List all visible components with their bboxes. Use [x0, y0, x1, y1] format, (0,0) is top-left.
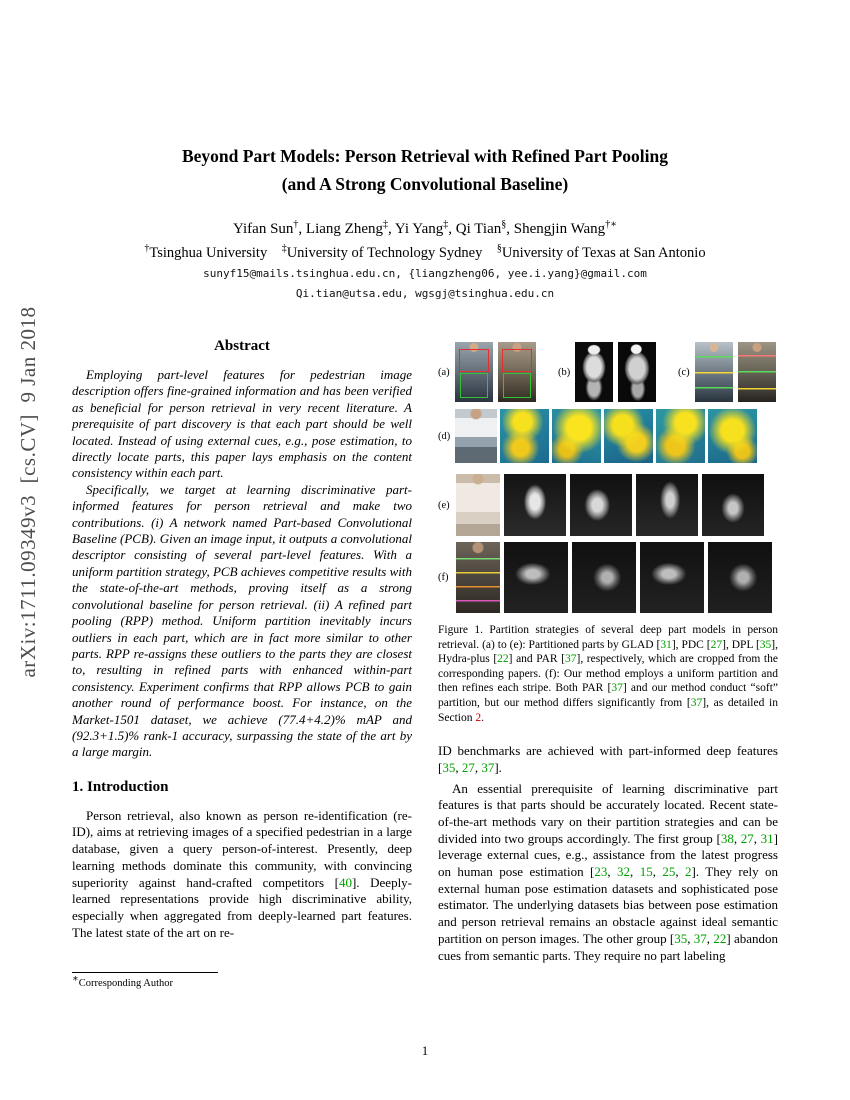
- citation-link[interactable]: 40: [338, 874, 352, 890]
- citation-link[interactable]: 2: [685, 864, 692, 880]
- right-paragraph-2: An essential prerequisite of learning discriminative part features is that parts should be accurately located. Recent state-of-the-art methods vary on their partition strategies and can be divided into two groups accordingly. The first group [38, 27, 31] leverage external cues, e.g., assistance from the latest progress on human pose estimation [23, 32, 15, 25, 2]. They rely on external human pose estimation datasets and sophisticated pose estimator. The underlying datasets bias between pose estimation and person retrieval remains an obstacle against ideal semantic partition on person images. The other group [35, 37, 22] abandon cues from semantic parts. They require no part labeling: [438, 780, 779, 963]
- citation-link[interactable]: 32: [617, 864, 631, 880]
- footnote-rule: [72, 972, 218, 973]
- figure-image-person-e: [456, 474, 500, 536]
- citation-link[interactable]: 25: [662, 864, 676, 880]
- figure-label-c: (c): [678, 366, 690, 378]
- citation-link[interactable]: 22: [713, 930, 727, 946]
- figure-row-d: [438, 409, 778, 463]
- author-list: Yifan Sun†, Liang Zheng‡, Yi Yang‡, Qi Tian§, Shengjin Wang†∗: [233, 219, 617, 237]
- figure-label-a: (a): [438, 366, 450, 378]
- figure-group-b: [558, 342, 658, 402]
- red-part-box: [459, 349, 489, 372]
- citation-link[interactable]: 27: [461, 759, 475, 775]
- citation-link[interactable]: 31: [760, 830, 774, 846]
- corresponding-author-footnote: ∗Corresponding Author: [72, 973, 173, 989]
- section-heading-introduction: 1. Introduction: [72, 778, 169, 795]
- affiliations: †Tsinghua University ‡University of Technology Sydney §University of Texas at San Antonio: [144, 243, 706, 261]
- figure-image-glad-2: [498, 342, 536, 402]
- figure-stripe-map-3: [640, 542, 704, 613]
- figure-stripe-map-1: [504, 542, 568, 613]
- figure-group-a: [438, 342, 538, 402]
- figure-row-abc: [438, 342, 778, 402]
- right-paragraph-1: ID benchmarks are achieved with part-informed deep features [35, 27, 37].: [438, 743, 778, 775]
- figure-stripe-map-4: [708, 542, 772, 613]
- red-part-box: [502, 349, 532, 372]
- paper-title-line1: Beyond Part Models: Person Retrieval with Refined Part Pooling: [181, 146, 669, 166]
- figure-heatmap-3: [604, 409, 653, 463]
- citation-link[interactable]: 15: [639, 864, 653, 880]
- figure-attention-map-4: [702, 474, 764, 536]
- paper-title: [0, 142, 850, 198]
- left-column: [72, 338, 412, 941]
- section-ref-link[interactable]: 2: [475, 711, 482, 724]
- figure-group-c: [678, 342, 778, 402]
- figure-heatmap-1: [500, 409, 549, 463]
- email-line-2: Qi.tian@utsa.edu, wgsgj@tsinghua.edu.cn: [295, 287, 555, 300]
- figure-image-glad-1: [455, 342, 493, 402]
- figure-heatmap-5: [708, 409, 757, 463]
- figure-attention-map-1: [504, 474, 566, 536]
- figure-heatmap-4: [656, 409, 705, 463]
- citation-link[interactable]: 31: [660, 638, 672, 651]
- arxiv-stamp: arXiv:1711.09349v3 [cs.CV] 9 Jan 2018: [16, 306, 40, 678]
- figure-label-e: (e): [438, 499, 450, 511]
- email-line-1: sunyf15@mails.tsinghua.edu.cn, {liangzheng06, yee.i.yang}@gmail.com: [203, 267, 647, 280]
- citation-link[interactable]: 37: [611, 682, 623, 695]
- green-part-box: [503, 373, 531, 398]
- figure-image-person-d: [455, 409, 497, 463]
- figure-attention-map-2: [570, 474, 632, 536]
- right-column: [438, 338, 778, 964]
- citation-link[interactable]: 23: [594, 864, 608, 880]
- figure-heatmap-2: [552, 409, 601, 463]
- citation-link[interactable]: 37: [565, 653, 577, 666]
- figure-1-caption: Figure 1. Partition strategies of several deep part models in person retrieval. (a) to (e): Partitioned parts by GLAD [31], PDC [27], DPL [35], Hydra-plus [22] and PAR [37], respectively, which are cropped from the corresponding papers. (f): Our method employs a uniform partition and then refines each stripe. Both PAR [37] and our method conduct “soft” partition, but our method differs significantly from [37], as detailed in Section 2.: [438, 624, 779, 724]
- citation-link[interactable]: 37: [693, 930, 707, 946]
- citation-link[interactable]: 22: [497, 653, 509, 666]
- citation-link[interactable]: 27: [710, 638, 723, 651]
- citation-link[interactable]: 37: [481, 759, 495, 775]
- figure-image-pdc-2: [618, 342, 656, 402]
- figure-label-f: (f): [438, 572, 449, 583]
- citation-link[interactable]: 35: [759, 638, 772, 651]
- figure-image-dpl-1: [695, 342, 733, 402]
- abstract-paragraph-2: Specifically, we target at learning discriminative part-informed features for person retrieval and make two contributions. (i) A network named Part-based Convolutional Baseline (PCB). Given an image input, it outputs a convolutional descriptor consisting of several part-level features. With a uniform partition strategy, PCB achieves competitive results with the state-of-the-art methods, proving itself as a strong convolutional baseline for person retrieval. (ii) A refined part pooling (RPP) method. Uniform partition inevitably incurs outliers in each part, which are in fact more similar to other parts. RPP re-assigns these outliers to the parts they are closest to, resulting in refined parts with enhanced within-part consistency. Experiment confirms that RPP allows PCB to gain another round of performance boost. For instance, on the Market-1501 dataset, we achieve (77.4+4.2)% mAP and (92.3+1.5)% rank-1 accuracy, surpassing the state of the art by a large margin.: [72, 481, 412, 760]
- figure-row-f: [438, 542, 778, 613]
- figure-label-b: (b): [558, 366, 571, 378]
- figure-image-pdc-1: [575, 342, 613, 402]
- figure-label-d: (d): [438, 430, 451, 442]
- figure-image-dpl-2: [738, 342, 776, 402]
- citation-link[interactable]: 27: [740, 830, 754, 846]
- abstract-paragraph-1: Employing part-level features for pedestrian image description offers fine-grained information and has been verified as beneficial for person retrieval in very recent literature. A prerequisite of part discovery is that each part should be well located. Instead of using external cues, e.g., pose estimation, to directly locate parts, this paper lays emphasis on the content consistency within each part.: [72, 367, 412, 481]
- page-number: 1: [421, 1044, 429, 1058]
- paper-title-line2: (and A Strong Convolutional Baseline): [281, 174, 569, 194]
- green-part-box: [460, 373, 488, 398]
- citation-link[interactable]: 38: [720, 830, 734, 846]
- citation-link[interactable]: 35: [674, 930, 688, 946]
- figure-1: [438, 342, 778, 613]
- abstract-heading: Abstract: [214, 338, 270, 354]
- intro-paragraph-1: Person retrieval, also known as person re-identification (re-ID), aims at retrieving images of a specified pedestrian in a large database, given a query person-of-interest. Presently, deep learning methods dominate this community, with convincing superiority against hand-crafted competitors [40]. Deeply-learned representations provide high discriminative ability, especially when aggregated from deeply-learned part features. The latest state of the art on re-: [72, 807, 413, 940]
- citation-link[interactable]: 35: [442, 759, 456, 775]
- figure-image-person-f: [456, 542, 500, 613]
- figure-attention-map-3: [636, 474, 698, 536]
- figure-row-e: [438, 474, 778, 536]
- citation-link[interactable]: 37: [690, 696, 703, 709]
- figure-stripe-map-2: [572, 542, 636, 613]
